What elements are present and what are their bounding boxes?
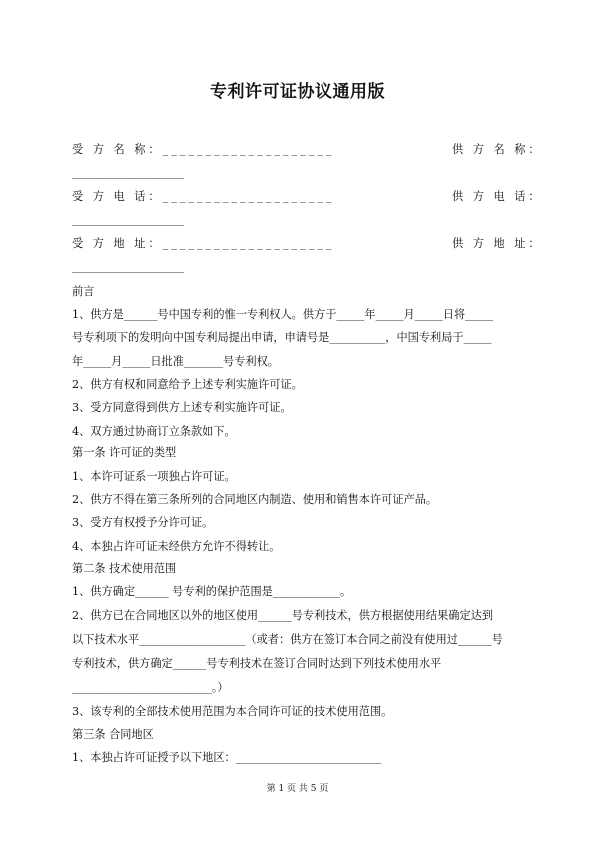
body-line: 1、本独占许可证授予以下地区：__________________________ xyxy=(72,751,382,764)
supplier-name-blank: ____________________ xyxy=(72,166,184,179)
supplier-address-blank: ____________________ xyxy=(72,260,184,273)
document-title: 专利许可证协议通用版 xyxy=(210,82,385,102)
recipient-name-field: 受 方 名 称：____________________ xyxy=(72,143,335,156)
body-line: 3、该专利的全部技术使用范围为本合同许可证的技术使用范围。 xyxy=(72,705,393,718)
body-line: 4、双方通过协商订立条款如下。 xyxy=(72,425,236,438)
page-number-footer: 第 1 页 共 5 页 xyxy=(266,784,329,794)
supplier-phone-blank: ____________________ xyxy=(72,213,184,226)
section-heading-article-2: 第二条 技术使用范围 xyxy=(72,562,177,575)
body-line: 1、供方是______号中国专利的惟一专利权人。供方于_____年_____月_____日将_____ xyxy=(72,308,494,321)
body-line: 以下技术水平___________________（或者：供方在签订本合同之前没有使用过______号 xyxy=(72,633,503,646)
supplier-name-label: 供 方 名 称： xyxy=(452,143,543,156)
body-line: 1、供方确定______ 号专利的保护范围是____________。 xyxy=(72,585,352,598)
body-line: 2、供方有权和同意给予上述专利实施许可证。 xyxy=(72,378,303,391)
body-line: 3、受方有权授予分许可证。 xyxy=(72,516,214,529)
body-line: _________________________。） xyxy=(72,681,229,694)
section-heading-article-3: 第三条 合同地区 xyxy=(72,728,154,741)
body-line: 1、本许可证系一项独占许可证。 xyxy=(72,470,236,483)
recipient-phone-field: 受 方 电 话：____________________ xyxy=(72,190,335,203)
body-line: 专利技术，供方确定______号专利技术在签订合同时达到下列技术使用水平 xyxy=(72,657,442,670)
section-heading-article-1: 第一条 许可证的类型 xyxy=(72,446,177,459)
supplier-address-label: 供 方 地 址： xyxy=(452,237,543,250)
body-line: 2、供方不得在第三条所列的合同地区内制造、使用和销售本许可证产品。 xyxy=(72,493,438,506)
section-heading-preface: 前言 xyxy=(72,285,95,298)
body-line: 3、受方同意得到供方上述专利实施许可证。 xyxy=(72,401,292,414)
body-line: 4、本独占许可证未经供方允许不得转让。 xyxy=(72,540,281,553)
body-line: 号专利项下的发明向中国专利局提出申请，申请号是__________，中国专利局于_____ xyxy=(72,331,492,344)
recipient-address-field: 受 方 地 址：____________________ xyxy=(72,237,335,250)
body-line: 年_____月_____日批准_______号专利权。 xyxy=(72,355,279,368)
body-line: 2、供方已在合同地区以外的地区使用______号专利技术，供方根据使用结果确定达到 xyxy=(72,609,494,622)
supplier-phone-label: 供 方 电 话： xyxy=(452,190,543,203)
